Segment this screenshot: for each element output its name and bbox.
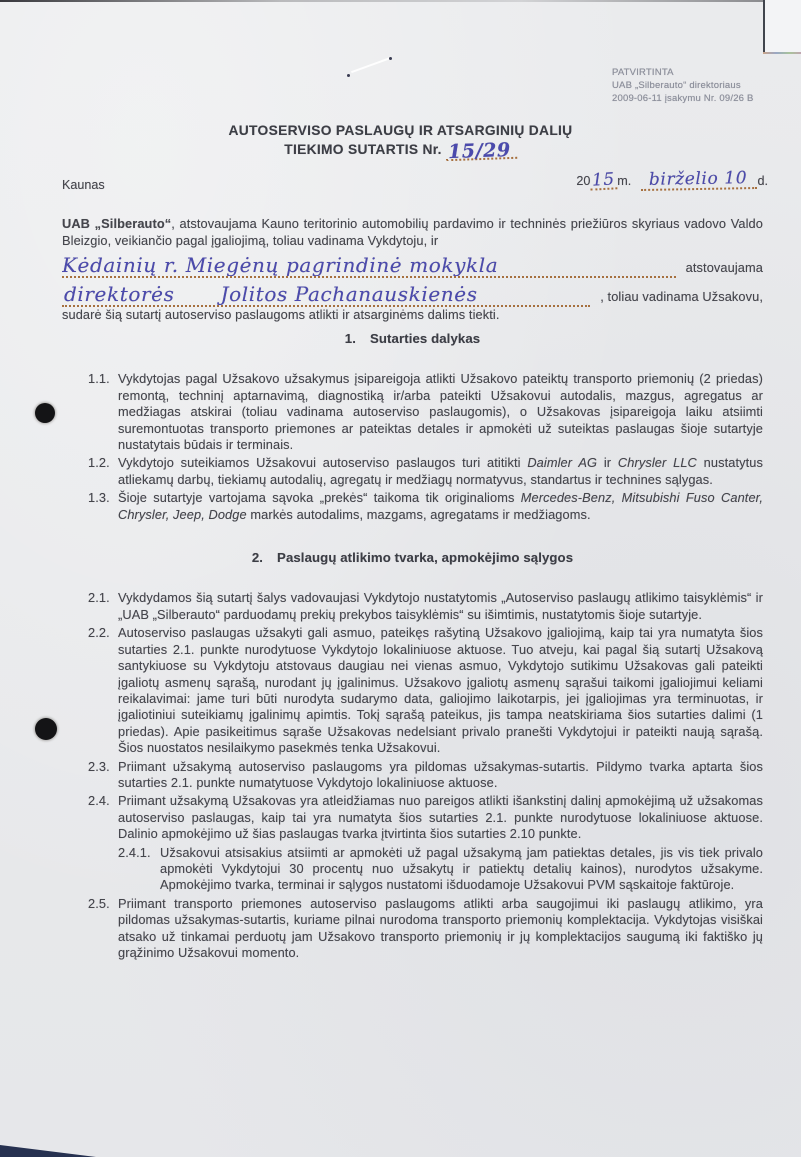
clause-2-3: 2.3. Priimant užsakymą autoserviso paslaugoms yra pildomas užsakymas-sutartis. Pildymo tvarka aptarta šios sutarties 2.1. punkte numatytuose Vykdytojo lokaliniuose aktuose. — [88, 758, 763, 790]
title-line-1: AUTOSERVISO PASLAUGŲ IR ATSARGINIŲ DALIŲ — [228, 123, 573, 138]
representative-handwritten: direktorės Jolitos Pachanauskienės — [62, 284, 590, 307]
clause-2-2: 2.2. Autoserviso paslaugas užsakyti gali asmuo, pateikęs rašytiną Užsakovo įgaliojimą, kaip tai yra numatyta šios sutarties 2.1. punkte nurodytuose Vykdytojo lokaliniuose aktuose. Tuo atveju, kai pagal šią sutartį Užsakovą santykiuose su Vykdytoju atstovaus daugiau nei vienas asmuo, Vykdytojo sutikimu Užsakovas gali pateikti įgaliotų asmenų sąrašą, nurodant jų įgalinimus. Užsakovo įgaliotų asmenų sąrašui taikomi įgaliojimui keliami reikalavimai: jame turi būti nurodyta sudarymo data, galiojimo laikotarpis, jei įgaliojimas yra terminuotas, ir įgaliotiniui suteikiamų įgalinimų apimtis. Tokį sąrašą pateikus, jis tampa neatskiriama šios sutarties dalimi (1 priedas). Apie pasikeitimus sąraše Užsakovas nedelsiant privalo pranešti Vykdytojui ir pateikti naują sąrašą. Šios nuostatos nesilaikymo pasekmės tenka Užsakovui. — [88, 625, 763, 756]
stamp-line: 2009-06-11 įsakymu Nr. 09/26 B — [612, 93, 754, 104]
contract-body — [88, 331, 763, 963]
year-handwritten: 15 — [591, 169, 616, 191]
contract-number-handwritten: 15/29 — [446, 143, 517, 161]
hole-punch — [35, 718, 57, 740]
overlapping-page-corner — [763, 0, 801, 52]
stamp-line: PATVIRTINTA — [612, 67, 674, 78]
date-field: 20 15 m. birželio 10 d. — [576, 168, 768, 191]
section-2-heading: 2. Paslaugų atlikimo tvarka, apmokėjimo sąlygos — [251, 550, 574, 566]
customer-representative-line: direktorės Jolitos Pachanauskienės , toliau vadinama Užsakovu, — [64, 284, 763, 306]
approval-stamp — [612, 66, 754, 105]
city-label: Kaunas — [62, 178, 105, 192]
customer-name-handwritten: Kėdainių r. Miegėnų pagrindinė mokykla — [62, 255, 676, 278]
preamble-text: UAB „Silberauto“, atstovaujama Kauno teritorinio automobilių pardavimo ir techninės priežiūros skyriaus vadovo Valdo Bleizgio, veikiančio pagal įgaliojimą, toliau vadinama Vykdytoju, ir — [62, 216, 763, 248]
clause-2-5: 2.5. Priimant transporto priemones autoserviso paslaugoms atlikti arba saugojimui iki paslaugų atlikimo, yra pildomas užsakymas-sutartis, kuriame pilnai nurodoma transporto priemonių komplektacija. Vykdytojas visiškai atsako už tinkamai perduotų jam Užsakovo transporto priemonių ir jų komplektacijos saugumą iki faktiško jų grąžinimo Užsakovui momento. — [88, 895, 763, 960]
pen-scratch-mark — [351, 57, 391, 73]
party-name-bold: UAB „Silberauto“ — [62, 216, 172, 231]
scan-top-edge — [0, 0, 801, 2]
date-handwritten: birželio 10 — [641, 171, 758, 191]
clause-1-3: 1.3. Šioje sutartyje vartojama sąvoka „prekės“ taikoma tik originalioms Mercedes-Benz, Mitsubishi Fuso Canter, Chrysler, Jeep, Dodge markės autodalims, mazgams, agregatams ir medžiagoms. — [88, 490, 763, 522]
clause-2-1: 2.1. Vykdydamos šią sutartį šalys vadovaujasi Vykdytojo nustatytomis „Autoserviso paslaugų atlikimo taisyklėmis“ ir „UAB „Silberauto“ parduodamų prekių prekybos taisyklėmis“ su išimtimis, nustatytomis šioje sutartyje. — [88, 590, 763, 622]
preamble-closing: sudarė šią sutartį autoserviso paslaugoms atlikti ir atsarginėms dalims tiekti. — [62, 307, 500, 322]
clause-1-2: 1.2. Vykdytojo suteikiamos Užsakovui autoserviso paslaugos turi atitikti Daimler AG ir Chrysler LLC nustatytus atliekamų darbų, tiekiamų autodalių, agregatų ir medžiagų normatyvus, standartus ir technines sąlygas. — [88, 455, 763, 487]
document-title — [0, 121, 801, 164]
scan-bottom-left-edge — [0, 1145, 96, 1157]
preamble-paragraph — [62, 216, 763, 324]
pen-dot-mark — [347, 74, 350, 77]
clause-2-4: 2.4. Priimant užsakymą Užsakovas yra atleidžiamas nuo pareigos atlikti išankstinį dalinį apmokėjimą už užsakomas autoserviso paslaugas, kaip tai yra numatyta šios sutarties 2.1. punkte nurodytuose lokaliniuose aktuose. Dalinio apmokėjimo už šias paslaugas tvarka įtvirtinta šios sutarties 2.10 punkte. — [88, 793, 763, 842]
customer-name-line: Kėdainių r. Miegėnų pagrindinė mokykla atstovaujama — [62, 255, 763, 277]
hole-punch — [35, 403, 55, 423]
pen-dot-mark — [389, 57, 392, 60]
title-line-2: TIEKIMO SUTARTIS Nr. 15/29 — [0, 140, 801, 160]
stamp-line: UAB „Silberauto“ direktoriaus — [612, 80, 741, 91]
section-1-heading: 1. Sutarties dalykas — [344, 331, 481, 346]
clause-1-1: 1.1. Vykdytojas pagal Užsakovo užsakymus įsipareigoja atlikti Užsakovo pateiktų transporto priemonių (2 priedas) remontą, techninį aptarnavimą, diagnostiką ir/arba pateikti Užsakovui autodalis, mazgus, agregatus ar medžiagas atskirai (toliau vadinama autoserviso paslaugomis), o Užsakovas įsipareigoja laiku atsiimti suremontuotas transporto priemones ar pateiktas detales ir apmokėti už suteiktas paslaugas šioje sutartyje nustatytais būdais ir terminais. — [88, 371, 763, 453]
clause-2-4-1: 2.4.1. Užsakovui atsisakius atsiimti ar apmokėti už pagal užsakymą jam patiektas detales, jis vis tiek privalo apmokėti Vykdytojui 30 procentų nuo užsakytų ir patiektų detalių kainos), nurodytos užsakyme. Apmokėjimo tvarka, terminai ir sąlygos nustatomi išduodamoje Užsakovui PVM sąskaitoje faktūroje. — [118, 844, 763, 893]
